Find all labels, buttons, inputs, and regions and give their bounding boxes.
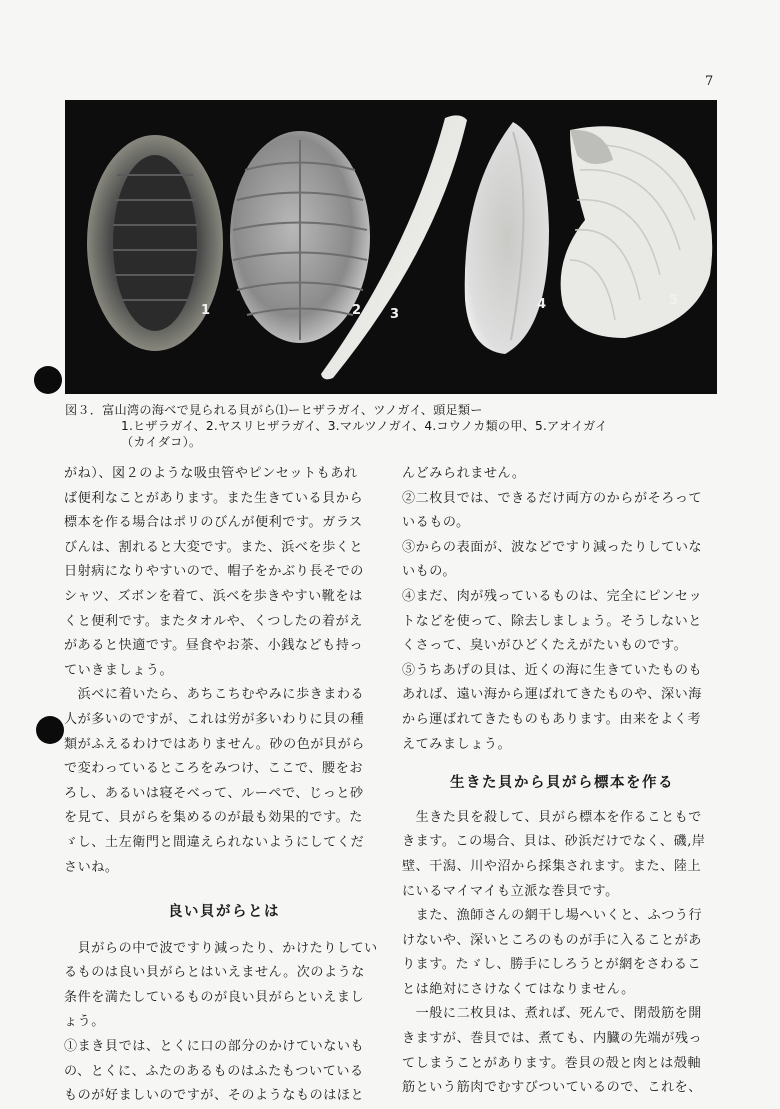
text-line: また、漁師さんの網干し場へいくと、ふつう行 <box>402 908 703 924</box>
left-column <box>64 462 384 1109</box>
text-line: 貝がらの中で波ですり減ったり、かけたりしてい <box>64 940 378 956</box>
text-line: ていきましょう。 <box>64 662 174 678</box>
text-line: トなどを使って、除去しましょう。そうしないと <box>402 613 702 629</box>
shell-photograph <box>65 100 717 394</box>
text-line: から運ばれてきたものもあります。由来をよく考 <box>402 711 702 727</box>
shell-photo-drawing <box>65 100 717 394</box>
text-line: えてみましょう。 <box>402 736 512 752</box>
section-heading: 良い貝がらとは <box>168 904 280 921</box>
text-line: きます。この場合、貝は、砂浜だけでなく、磯,岸 <box>402 834 706 850</box>
text-line: ④まだ、肉が残っているものは、完全にピンセッ <box>402 588 703 604</box>
text-line: ります。たゞし、勝手にしろうとが網をさわるこ <box>402 957 702 973</box>
shell-label-3: 3 <box>390 307 400 322</box>
section-heading: 生きた貝から貝がら標本を作る <box>450 775 674 792</box>
caption-line: （カイダコ）。 <box>121 435 202 449</box>
chiton-shell-1 <box>87 135 223 351</box>
argonaut-shell <box>561 126 713 338</box>
text-line: にいるマイマイも立派な巻貝です。 <box>402 883 619 899</box>
text-line: 一般に二枚貝は、煮れば、死んで、閉殻筋を開 <box>402 1006 702 1022</box>
right-column <box>402 462 722 1101</box>
text-line: シャツ、ズボンを着て、浜べを歩きやすい靴をは <box>64 588 363 604</box>
text-line: があると快適です。昼食やお茶、小銭なども持っ <box>64 638 364 654</box>
caption-line: 1.ヒザラガイ、2.ヤスリヒザラガイ、3.マルツノガイ、4.コウノカ類の甲、5.アオイガイ <box>121 419 608 433</box>
chiton-shell-2 <box>230 131 370 343</box>
text-line: ょう。 <box>64 1014 105 1030</box>
text-line: の、とくに、ふたのあるものはふたもついている <box>64 1063 364 1079</box>
text-line: 生きた貝を殺して、貝がら標本を作ることもで <box>402 809 702 825</box>
text-line: ⑤うちあげの貝は、近くの海に生きていたものも <box>402 662 703 678</box>
list-block <box>402 462 722 757</box>
text-line: 壁、干潟、川や沼から採集されます。また、陸上 <box>402 858 702 874</box>
text-line: 人が多いのですが、これは労が多いわりに貝の種 <box>64 711 365 727</box>
text-line: ものが好ましいのですが、そのようなものはほと <box>64 1088 365 1104</box>
text-line: 浜べに着いたら、あちこちむやみに歩きまわる <box>64 687 365 703</box>
shell-label-2: 2 <box>352 303 362 318</box>
paragraph <box>402 806 722 904</box>
text-line: 標本を作る場合はポリのびんが便利です。ガラス <box>64 515 363 531</box>
text-line: とは絶対にさけなくてはなりません。 <box>402 981 635 997</box>
paragraph <box>402 904 722 1002</box>
text-line: てしまうことがあります。巻貝の殻と肉とは殻軸 <box>402 1055 702 1071</box>
paragraph <box>402 1002 722 1100</box>
text-line: で変わっているところをみつけ、ここで、腰をお <box>64 761 363 777</box>
cuttlebone <box>465 122 549 354</box>
punch-hole-bottom <box>36 716 64 744</box>
punch-hole-top <box>34 366 62 394</box>
text-line: くさって、臭いがひどくたえがたいものです。 <box>402 638 688 654</box>
text-line: あれば、遠い海から運ばれてきたものや、深い海 <box>402 687 702 703</box>
text-line: ば便利なことがあります。また生きている貝から <box>64 490 364 506</box>
text-line: るものは良い貝がらとはいえません。次のような <box>64 965 365 981</box>
text-line: を見て、貝がらを集めるのが最も効果的です。た <box>64 810 363 826</box>
shell-label-1: 1 <box>201 303 211 318</box>
paragraph <box>64 683 384 880</box>
text-line: ゞし、土左衛門と間違えられないようにしてくだ <box>64 834 365 850</box>
text-line: ②二枚貝では、できるだけ両方のからがそろって <box>402 490 703 506</box>
text-line: ①まき貝では、とくに口の部分のかけていないも <box>64 1039 365 1055</box>
paragraph <box>64 462 384 683</box>
text-line: 類がふえるわけではありません。砂の色が貝がら <box>64 736 365 752</box>
shell-label-4: 4 <box>537 297 547 312</box>
text-line: 条件を満たしているものが良い貝がらといえまし <box>64 989 365 1005</box>
text-line: びんは、割れると大変です。また、浜べを歩くと <box>64 539 364 555</box>
caption-line: 図３．富山湾の海べで見られる貝がら⑴ーヒザラガイ、ツノガイ、頭足類ー <box>65 403 483 417</box>
text-line: 日射病になりやすいので、帽子をかぶり長そでの <box>64 564 364 580</box>
text-line: いもの。 <box>402 564 457 580</box>
text-line: くと便利です。またタオルや、くつしたの着がえ <box>64 613 363 629</box>
text-line: いるもの。 <box>402 515 470 531</box>
text-line: ろし、あるいは寝そべって、ルーペで、じっと砂 <box>64 785 364 801</box>
text-line: 筋という筋肉でむすびついているので、これを、 <box>402 1080 702 1096</box>
text-line: さいね。 <box>64 859 119 875</box>
paragraph <box>64 937 384 1109</box>
text-line: がね）、図２のような吸虫管やピンセットもあれ <box>64 466 358 481</box>
page-number: 7 <box>705 74 714 89</box>
shell-label-5: 5 <box>669 293 679 308</box>
text-line: ③からの表面が、波などですり減ったりしていな <box>402 539 703 555</box>
text-line: んどみられません。 <box>402 466 526 481</box>
text-line: けないや、深いところのものが手に入ることがあ <box>402 932 702 948</box>
text-line: きますが、巻貝では、煮ても、内臓の先端が残っ <box>402 1031 703 1047</box>
figure-caption <box>65 402 725 450</box>
